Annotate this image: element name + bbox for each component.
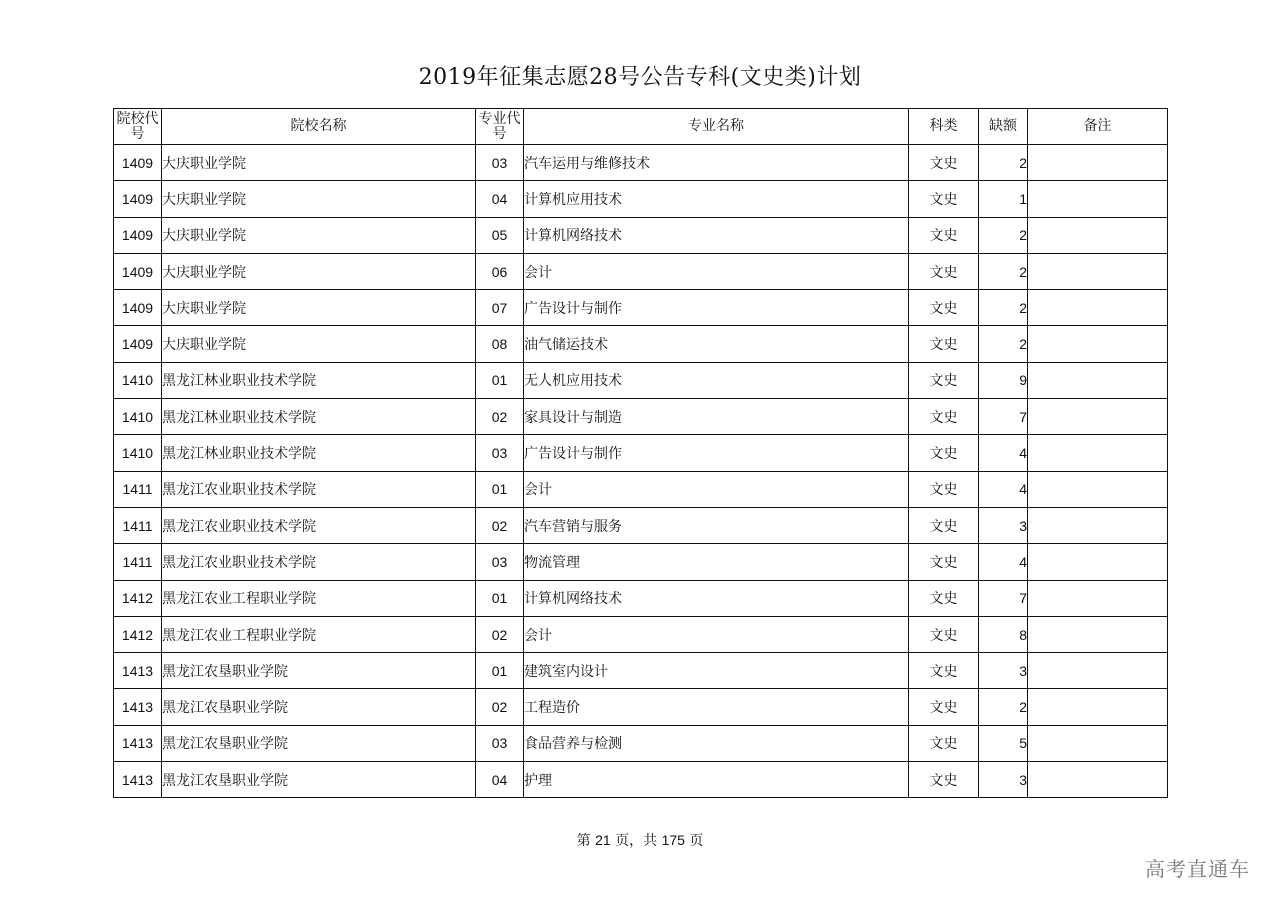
cell-school-code: 1411	[114, 471, 162, 507]
cell-major-name: 物流管理	[524, 544, 909, 580]
table-row	[114, 653, 1168, 689]
cell-vacancies: 4	[979, 544, 1028, 580]
cell-remarks	[1028, 471, 1168, 507]
cell-vacancies: 3	[979, 507, 1028, 543]
cell-major-name: 工程造价	[524, 689, 909, 725]
cell-category: 文史	[909, 544, 979, 580]
cell-major-name: 会计	[524, 253, 909, 289]
cell-school-code: 1409	[114, 181, 162, 217]
cell-major-name: 护理	[524, 762, 909, 798]
cell-major-name: 广告设计与制作	[524, 290, 909, 326]
cell-category: 文史	[909, 616, 979, 652]
cell-category: 文史	[909, 253, 979, 289]
cell-remarks	[1028, 689, 1168, 725]
cell-major-code: 02	[476, 689, 524, 725]
cell-major-code: 03	[476, 435, 524, 471]
table-header	[114, 109, 1168, 145]
cell-remarks	[1028, 725, 1168, 761]
cell-category: 文史	[909, 653, 979, 689]
cell-remarks	[1028, 145, 1168, 181]
cell-school-name: 大庆职业学院	[162, 290, 476, 326]
table-body	[114, 145, 1168, 798]
header-school-name: 院校名称	[162, 109, 476, 145]
cell-school-name: 大庆职业学院	[162, 145, 476, 181]
cell-school-code: 1410	[114, 362, 162, 398]
cell-major-code: 03	[476, 725, 524, 761]
cell-vacancies: 2	[979, 253, 1028, 289]
cell-category: 文史	[909, 362, 979, 398]
cell-school-name: 黑龙江农垦职业学院	[162, 689, 476, 725]
cell-vacancies: 2	[979, 217, 1028, 253]
cell-school-code: 1412	[114, 616, 162, 652]
cell-school-name: 黑龙江农业职业技术学院	[162, 544, 476, 580]
table-row	[114, 689, 1168, 725]
header-remarks: 备注	[1028, 109, 1168, 145]
cell-school-name: 黑龙江农业职业技术学院	[162, 507, 476, 543]
cell-remarks	[1028, 616, 1168, 652]
cell-major-code: 02	[476, 507, 524, 543]
cell-category: 文史	[909, 399, 979, 435]
page-footer	[0, 830, 1280, 850]
cell-remarks	[1028, 217, 1168, 253]
cell-category: 文史	[909, 471, 979, 507]
cell-school-name: 大庆职业学院	[162, 253, 476, 289]
cell-school-code: 1410	[114, 399, 162, 435]
total-pages-number: 175	[661, 832, 685, 848]
cell-major-code: 03	[476, 544, 524, 580]
cell-major-code: 01	[476, 653, 524, 689]
cell-school-code: 1413	[114, 762, 162, 798]
cell-major-code: 07	[476, 290, 524, 326]
cell-major-code: 03	[476, 145, 524, 181]
cell-remarks	[1028, 181, 1168, 217]
cell-school-code: 1412	[114, 580, 162, 616]
cell-vacancies: 4	[979, 435, 1028, 471]
page-title: 2019年征集志愿28号公告专科(文史类)计划	[418, 65, 862, 90]
cell-school-name: 大庆职业学院	[162, 326, 476, 362]
cell-major-name: 广告设计与制作	[524, 435, 909, 471]
table-row	[114, 580, 1168, 616]
cell-school-code: 1413	[114, 653, 162, 689]
cell-major-code: 01	[476, 362, 524, 398]
cell-school-code: 1409	[114, 290, 162, 326]
watermark: 高考直通车	[1145, 857, 1250, 881]
cell-vacancies: 2	[979, 290, 1028, 326]
plan-table	[113, 108, 1168, 798]
cell-school-name: 黑龙江农垦职业学院	[162, 725, 476, 761]
cell-major-name: 家具设计与制造	[524, 399, 909, 435]
cell-school-code: 1411	[114, 507, 162, 543]
table-row	[114, 507, 1168, 543]
cell-vacancies: 7	[979, 399, 1028, 435]
table-row	[114, 217, 1168, 253]
table-row	[114, 145, 1168, 181]
cell-school-name: 黑龙江农业工程职业学院	[162, 580, 476, 616]
cell-major-name: 油气储运技术	[524, 326, 909, 362]
cell-vacancies: 2	[979, 326, 1028, 362]
cell-major-code: 01	[476, 580, 524, 616]
cell-major-code: 02	[476, 399, 524, 435]
cell-category: 文史	[909, 181, 979, 217]
header-major-name: 专业名称	[524, 109, 909, 145]
cell-major-code: 08	[476, 326, 524, 362]
cell-major-name: 无人机应用技术	[524, 362, 909, 398]
cell-remarks	[1028, 507, 1168, 543]
cell-remarks	[1028, 544, 1168, 580]
cell-category: 文史	[909, 689, 979, 725]
cell-remarks	[1028, 326, 1168, 362]
cell-category: 文史	[909, 507, 979, 543]
cell-remarks	[1028, 762, 1168, 798]
cell-category: 文史	[909, 435, 979, 471]
cell-school-code: 1411	[114, 544, 162, 580]
cell-major-code: 01	[476, 471, 524, 507]
cell-vacancies: 1	[979, 181, 1028, 217]
table-row	[114, 725, 1168, 761]
table-row	[114, 326, 1168, 362]
cell-major-name: 计算机网络技术	[524, 217, 909, 253]
table-row	[114, 362, 1168, 398]
cell-major-code: 04	[476, 762, 524, 798]
cell-school-code: 1410	[114, 435, 162, 471]
cell-school-code: 1409	[114, 217, 162, 253]
cell-school-code: 1413	[114, 725, 162, 761]
cell-school-code: 1413	[114, 689, 162, 725]
cell-remarks	[1028, 362, 1168, 398]
cell-vacancies: 2	[979, 689, 1028, 725]
cell-major-name: 建筑室内设计	[524, 653, 909, 689]
cell-remarks	[1028, 399, 1168, 435]
header-category: 科类	[909, 109, 979, 145]
cell-remarks	[1028, 653, 1168, 689]
cell-vacancies: 3	[979, 762, 1028, 798]
table-row	[114, 762, 1168, 798]
cell-category: 文史	[909, 725, 979, 761]
cell-vacancies: 9	[979, 362, 1028, 398]
cell-major-code: 02	[476, 616, 524, 652]
cell-category: 文史	[909, 762, 979, 798]
cell-category: 文史	[909, 580, 979, 616]
cell-major-name: 计算机应用技术	[524, 181, 909, 217]
table-row	[114, 471, 1168, 507]
cell-remarks	[1028, 435, 1168, 471]
cell-school-code: 1409	[114, 253, 162, 289]
cell-school-name: 黑龙江农业职业技术学院	[162, 471, 476, 507]
cell-school-name: 大庆职业学院	[162, 181, 476, 217]
cell-school-name: 大庆职业学院	[162, 217, 476, 253]
cell-school-code: 1409	[114, 145, 162, 181]
cell-vacancies: 7	[979, 580, 1028, 616]
cell-school-name: 黑龙江林业职业技术学院	[162, 399, 476, 435]
table-row	[114, 181, 1168, 217]
cell-school-name: 黑龙江农业工程职业学院	[162, 616, 476, 652]
cell-vacancies: 2	[979, 145, 1028, 181]
header-vacancies: 缺额	[979, 109, 1028, 145]
cell-school-name: 黑龙江林业职业技术学院	[162, 435, 476, 471]
header-school-code: 院校代号	[114, 109, 162, 145]
cell-category: 文史	[909, 217, 979, 253]
cell-major-name: 汽车运用与维修技术	[524, 145, 909, 181]
cell-major-name: 汽车营销与服务	[524, 507, 909, 543]
cell-major-name: 会计	[524, 471, 909, 507]
cell-major-name: 会计	[524, 616, 909, 652]
cell-vacancies: 5	[979, 725, 1028, 761]
cell-school-name: 黑龙江农垦职业学院	[162, 762, 476, 798]
cell-category: 文史	[909, 326, 979, 362]
cell-major-code: 06	[476, 253, 524, 289]
cell-remarks	[1028, 290, 1168, 326]
cell-vacancies: 3	[979, 653, 1028, 689]
cell-school-code: 1409	[114, 326, 162, 362]
header-major-code: 专业代号	[476, 109, 524, 145]
table-row	[114, 290, 1168, 326]
cell-remarks	[1028, 580, 1168, 616]
table-row	[114, 616, 1168, 652]
cell-major-name: 计算机网络技术	[524, 580, 909, 616]
cell-remarks	[1028, 253, 1168, 289]
cell-school-name: 黑龙江林业职业技术学院	[162, 362, 476, 398]
cell-major-code: 05	[476, 217, 524, 253]
table-row	[114, 435, 1168, 471]
footer-suffix: 页	[689, 833, 704, 849]
cell-category: 文史	[909, 290, 979, 326]
table-row	[114, 253, 1168, 289]
footer-prefix: 第	[576, 833, 591, 849]
cell-major-code: 04	[476, 181, 524, 217]
cell-major-name: 食品营养与检测	[524, 725, 909, 761]
footer-middle: 页，共	[615, 833, 658, 849]
cell-school-name: 黑龙江农垦职业学院	[162, 653, 476, 689]
table-row	[114, 544, 1168, 580]
cell-vacancies: 8	[979, 616, 1028, 652]
current-page-number: 21	[595, 832, 611, 848]
table-row	[114, 399, 1168, 435]
cell-category: 文史	[909, 145, 979, 181]
cell-vacancies: 4	[979, 471, 1028, 507]
